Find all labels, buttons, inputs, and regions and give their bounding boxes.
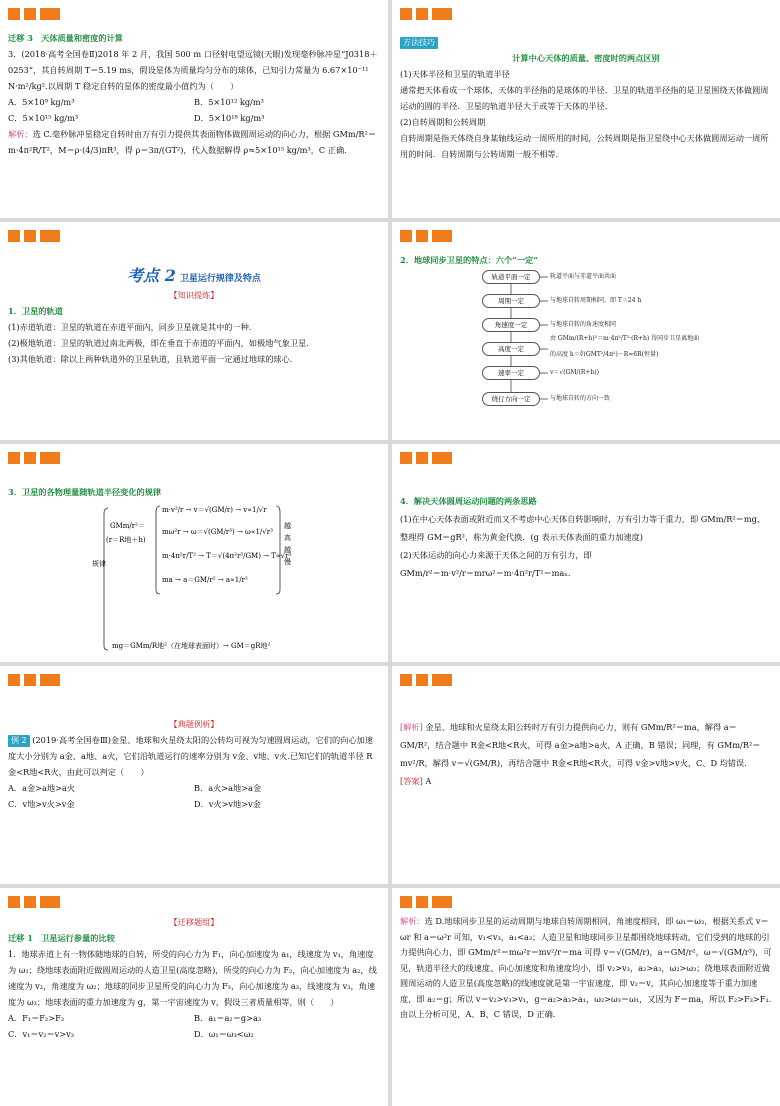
slide-header-bars <box>400 230 452 242</box>
knowledge-heading: 【知识提炼】 <box>169 290 219 300</box>
options-row-1 <box>8 1010 380 1026</box>
slide-7 <box>0 666 388 884</box>
analysis-label: [解析] <box>400 722 423 732</box>
node-orbit-plane: 轨道平面一定 <box>482 270 540 284</box>
idea-2-formula: GMm/r²＝m·v²/r＝mrω²＝m·4π²r/T²＝maₙ. <box>400 568 571 578</box>
option-d: D．5×10¹⁸ kg/m³ <box>194 113 265 123</box>
topic-number: 考点 2 <box>127 266 176 285</box>
transfer-heading: 【迁移题组】 <box>169 917 219 927</box>
analysis-label: 解析： <box>8 129 33 139</box>
gravity-term: GMm/r²＝ <box>110 522 145 530</box>
option-a: A．a金>a地>a火 <box>8 783 76 793</box>
law-a: ma → a＝GM/r² → a∝1/r² <box>162 576 248 584</box>
options-row-1 <box>8 94 380 110</box>
option-b: B．a₁＝a₂＝g>a₃ <box>194 1013 262 1023</box>
option-d: D．v火>v地>v金 <box>194 799 261 809</box>
analysis-label: 解析： <box>400 916 425 926</box>
law-label: 规律 <box>92 560 106 568</box>
slide-3 <box>0 222 388 440</box>
node-period: 周期一定 <box>482 294 540 308</box>
point-2-title: (2)自转周期和公转周期 <box>400 117 486 127</box>
slide-header-bars <box>400 8 452 20</box>
analysis-text: 选 C.毫秒脉冲星稳定自转时由万有引力提供其表面物体做圆周运动的向心力，根据 GMm/R²＝m·4π²R/T²，M＝ρ·(4/3)πR³，得 ρ＝3π/(GT²)，代入数据解得 ρ≈5×10¹⁵ kg/m³，C 正确. <box>8 129 377 155</box>
radius-condition: (r＝R地＋h) <box>106 536 146 544</box>
point-1-text: 通常把天体看成一个球体，天体的半径指的是球体的半径．卫星的轨道半径指的是卫星围绕天体做圆周运动的圆的半径．卫星的轨道半径大于或等于天体的半径． <box>400 85 769 111</box>
option-c: C．5×10¹⁵ kg/m³ <box>8 113 79 123</box>
law-t: m·4π²r/T² → T＝√(4π²r³/GM) → T∝√r³ <box>162 552 292 560</box>
desc-height-2: 的高度 h＝∛(GMT²/4π²)－R≈6R(恒量) <box>550 351 659 358</box>
desc-angular-velocity: 与地球自转的角速度相同 <box>550 321 617 328</box>
analysis-text: 金星、地球和火星绕太阳公转时万有引力提供向心力，则有 GMm/R²＝ma，解得 a＝GM/R²，结合题中 R金<R地<R火，可得 a金>a地>a火，A 正确，B 错误；同理，有 GMm/R²＝mv²/R，解得 v＝√(GM/R)，再结合题中 R金<R地<R火，可得 v金>v地>v火，C、D 均错误． <box>400 722 761 768</box>
node-speed: 速率一定 <box>482 366 540 380</box>
law-v: m·v²/r → v＝√(GM/r) → v∝1/√r <box>162 506 267 514</box>
example-question <box>8 732 380 780</box>
slide-8 <box>392 666 780 884</box>
option-a: A．5×10⁹ kg/m³ <box>8 97 75 107</box>
desc-period: 与地球自转周期相同，即 T＝24 h <box>550 297 642 304</box>
orbit-item-1: (1)赤道轨道：卫星的轨道在赤道平面内，同步卫星就是其中的一种． <box>8 322 258 332</box>
node-angular-velocity: 角速度一定 <box>482 318 540 332</box>
slide-header-bars <box>400 674 452 686</box>
option-a: A．F₁＝F₂>F₃ <box>8 1013 65 1023</box>
idea-2: (2)天体运动的向心力来源于天体之间的万有引力，即 <box>400 550 592 560</box>
subsection-title: 4．解决天体圆周运动问题的两条思路 <box>400 496 537 506</box>
slide-header-bars <box>8 230 60 242</box>
subsection-title: 3．卫星的各物理量随轨道半径变化的规律 <box>8 487 162 497</box>
idea-1: (1)在中心天体表面或附近而又不考虑中心天体自转影响时，万有引力等于重力，即 GMm/R²＝mg，整理得 GM＝gR²，称为黄金代换．(g 表示天体表面的重力加速度) <box>400 514 766 542</box>
desc-speed: v＝√(GM/(R+h)) <box>550 369 599 376</box>
section-title: 计算中心天体的质量、密度时的两点区别 <box>512 53 660 63</box>
answer <box>400 772 772 790</box>
options-row-1 <box>8 780 380 796</box>
analysis-text: 选 D.地球同步卫星的运动周期与地球自转周期相同，角速度相同，即 ω₁＝ω₃，根据关系式 v＝ωr 和 a＝ω²r 可知，v₁<v₃，a₁<a₃；人造卫星和地球同步卫星都围绕地球转动，它们受到的地球的引力提供向心力，即 GMm/r²＝mω²r＝mv²/r＝ma 可得 v＝√(GM/r)，a＝GM/r²，ω＝√(GM/r³)，可见，轨道半径大的线速度、向心加速度和角速度均小，即 v₂>v₃，a₂>a₃，ω₂>ω₃；绕地球表面附近做圆周运动的人造卫星(高度忽略)的线速度就是第一宇宙速度，即 v₂＝v，其向心加速度等于重力加速度，即 a₂＝g；所以 v＝v₂>v₃>v₁，g＝a₂>a₃>a₁，ω₂>ω₃＝ω₁，又因为 F＝ma，所以 F₂>F₃>F₁.由以上分析可见，A、B、C 错误，D 正确. <box>400 916 772 1019</box>
law-omega: mω²r → ω＝√(GM/r³) → ω∝1/√r³ <box>162 528 273 536</box>
example-tag: 例 2 <box>8 735 30 747</box>
example-heading: 【典题例析】 <box>169 719 219 729</box>
higher-slower: 越高越慢 <box>284 522 291 566</box>
subsection-title: 1．卫星的轨道 <box>8 306 63 316</box>
slide-2 <box>392 0 780 218</box>
slide-9 <box>0 888 388 1106</box>
surface-relation: mg＝GMm/R地²（在地球表面时）→ GM＝gR地² <box>112 642 271 650</box>
topic-title <box>8 268 380 287</box>
slide-5 <box>0 444 388 662</box>
slide-10 <box>392 888 780 1106</box>
slide-1 <box>0 0 388 218</box>
slide-header-bars <box>8 674 60 686</box>
sync-satellite-diagram <box>482 270 742 430</box>
slide-6 <box>392 444 780 662</box>
slide-header-bars <box>400 896 452 908</box>
option-d: D．ω₁＝ω₃<ω₂ <box>194 1029 254 1039</box>
options-row-2 <box>8 796 380 812</box>
option-c: C．v₁＝v₂＝v>v₃ <box>8 1029 75 1039</box>
question-text: 1．地球赤道上有一物体随地球的自转，所受的向心力为 F₁，向心加速度为 a₁，线速度为 v₁，角速度为 ω₁；绕地球表面附近做圆周运动的人造卫星(高度忽略)，所受的向心力为 F₂，向心加速度为 a₂，线速度为 v₂，角速度为 ω₂；地球的同步卫星所受的向心力为 F₃，向心加速度为 a₃，线速度为 v₃，角速度为 ω₃；地球表面的重力加速度为 g，第一宇宙速度为 v，假设三者质量相等，则（ ） <box>8 949 377 1007</box>
desc-orbit-plane: 轨道平面与赤道平面共面 <box>550 273 617 280</box>
point-1-title: (1)天体半径和卫星的轨道半径 <box>400 69 510 79</box>
topic-subtitle: 卫星运行规律及特点 <box>179 274 261 284</box>
orbit-item-2: (2)极地轨道：卫星的轨道过南北两极，即在垂直于赤道的平面内，如极地气象卫星． <box>8 338 315 348</box>
option-c: C．v地>v火>v金 <box>8 799 75 809</box>
analysis <box>8 126 380 158</box>
slide-header-bars <box>8 8 60 20</box>
slide-header-bars <box>8 896 60 908</box>
method-tag: 方法技巧 <box>400 37 438 49</box>
answer-value: A <box>425 776 432 786</box>
options-row-2 <box>8 110 380 126</box>
answer-label: [答案] <box>400 776 423 786</box>
option-b: B．a火>a地>a金 <box>194 783 262 793</box>
section-title: 迁移 1 卫星运行参量的比较 <box>8 933 115 943</box>
node-height: 高度一定 <box>482 342 540 356</box>
point-2-text: 自转周期是指天体绕自身某轴线运动一周所用的时间，公转周期是指卫星绕中心天体做圆周运动一周所用的时间．自转周期与公转周期一般不相等． <box>400 133 769 159</box>
slide-header-bars <box>400 452 452 464</box>
example-question-text: (2019·高考全国卷Ⅲ)金星、地球和火星绕太阳的公转均可视为匀速圆周运动，它们的向心加速度大小分别为 a金、a地、a火，它们沿轨道运行的速率分别为 v金、v地、v火.已知它们的轨道半径 R金<R地<R火，由此可以判定（ ） <box>8 735 373 777</box>
law-diagram <box>92 500 322 660</box>
option-b: B．5×10¹² kg/m³ <box>194 97 264 107</box>
node-direction: 绕行方向一定 <box>482 392 540 406</box>
desc-height-1: 由 GMm/(R+h)²＝m·4π²/T²·(R+h) 得同步卫星离地面 <box>550 335 700 342</box>
section-title: 迁移 3 天体质量和密度的计算 <box>8 33 123 43</box>
subsection-title: 2．地球同步卫星的特点：六个“一定” <box>400 255 538 265</box>
analysis <box>400 914 772 1023</box>
slide-header-bars <box>8 452 60 464</box>
slide-4 <box>392 222 780 440</box>
analysis <box>400 718 772 772</box>
orbit-item-3: (3)其他轨道：除以上两种轨道外的卫星轨道，且轨道平面一定通过地球的球心． <box>8 354 298 364</box>
question-text: 3．(2018·高考全国卷Ⅱ)2018 年 2 月，我国 500 m 口径射电望远镜(天眼)发现毫秒脉冲星“J0318＋0253”，其自转周期 T＝5.19 ms，假设星体为质量均匀分布的球体，已知引力常量为 6.67×10⁻¹¹ N·m²/kg².以周期 T 稳定自转的星体的密度最小值约为（ ） <box>8 49 378 91</box>
options-row-2 <box>8 1026 380 1042</box>
desc-direction: 与地球自转的方向一致 <box>550 395 611 402</box>
